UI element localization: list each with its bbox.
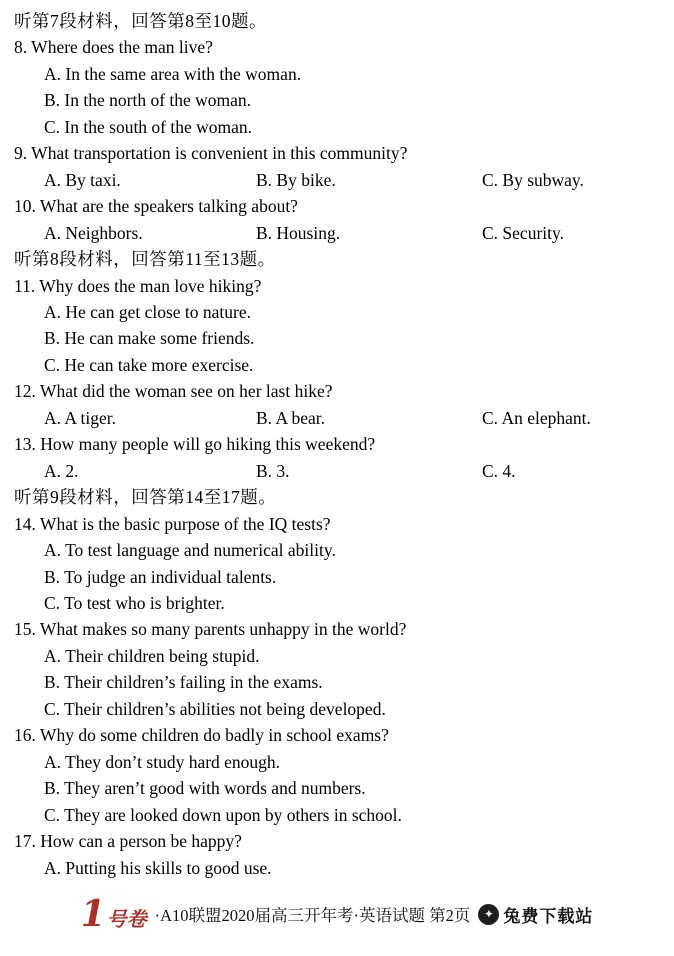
option: B. By bike.	[256, 169, 336, 190]
option: C. To test who is brighter.	[44, 592, 225, 613]
option: B. A bear.	[256, 407, 326, 428]
option: C. Their children’s abilities not being developed.	[44, 698, 386, 719]
question-stem: 12. What did the woman see on her last hike?	[14, 381, 333, 402]
options-row	[14, 167, 668, 193]
footer-title-pagenumber: ·A10联盟2020届高三开年考·英语试题 第2页	[154, 906, 471, 925]
watermark-text: 兔费下载站	[503, 906, 594, 926]
question-stem: 14. What is the basic purpose of the IQ tests?	[14, 513, 331, 534]
option: B. Their children’s failing in the exams.	[44, 672, 323, 693]
options-row	[14, 405, 668, 431]
option: A. In the same area with the woman.	[44, 63, 302, 84]
option: B. To judge an individual talents.	[44, 566, 277, 587]
question-stem: 17. How can a person be happy?	[14, 831, 242, 852]
exam-brand-logo	[80, 893, 147, 935]
option: C. 4.	[482, 460, 516, 481]
option: B. 3.	[256, 460, 290, 481]
question-stem: 15. What makes so many parents unhappy in the world?	[14, 619, 407, 640]
download-site-logo-icon: ✦	[478, 904, 499, 925]
options-row	[14, 220, 668, 246]
option: C. In the south of the woman.	[44, 116, 253, 137]
option: C. They are looked down upon by others in school.	[44, 804, 402, 825]
question-stem: 11. Why does the man love hiking?	[14, 275, 262, 296]
option: B. Housing.	[256, 222, 341, 243]
option: B. In the north of the woman.	[44, 90, 252, 111]
option: C. He can take more exercise.	[44, 354, 254, 375]
option: A. A tiger.	[44, 407, 116, 428]
watermark-badge	[478, 902, 593, 927]
logo-characters: 号卷	[106, 909, 147, 931]
option: A. He can get close to nature.	[44, 301, 252, 322]
section-instruction: 听第7段材料，回答第8至10题。	[14, 11, 267, 31]
option: A. They don’t study hard enough.	[44, 751, 281, 772]
options-row	[14, 458, 668, 484]
option: C. An elephant.	[482, 407, 591, 428]
option: B. They aren’t good with words and numbers.	[44, 778, 366, 799]
section-instruction: 听第9段材料，回答第14至17题。	[14, 487, 277, 508]
option: A. 2.	[44, 460, 79, 481]
question-stem: 16. Why do some children do badly in school exams?	[14, 725, 389, 746]
option: A. To test language and numerical ability.	[44, 540, 336, 561]
question-stem: 10. What are the speakers talking about?	[14, 196, 298, 217]
question-stem: 9. What transportation is convenient in this community?	[14, 143, 408, 164]
option: C. By subway.	[482, 169, 584, 190]
question-stem: 8. Where does the man live?	[14, 37, 213, 58]
option: A. Putting his skills to good use.	[44, 857, 272, 878]
option: B. He can make some friends.	[44, 328, 255, 349]
logo-numeral: 1	[80, 893, 106, 935]
option: A. Their children being stupid.	[44, 645, 260, 666]
section-instruction: 听第8段材料，回答第11至13题。	[14, 249, 276, 270]
option: A. By taxi.	[44, 169, 121, 190]
question-stem: 13. How many people will go hiking this weekend?	[14, 434, 376, 455]
option: A. Neighbors.	[44, 222, 143, 243]
page-footer	[0, 893, 674, 935]
option: C. Security.	[482, 222, 564, 243]
